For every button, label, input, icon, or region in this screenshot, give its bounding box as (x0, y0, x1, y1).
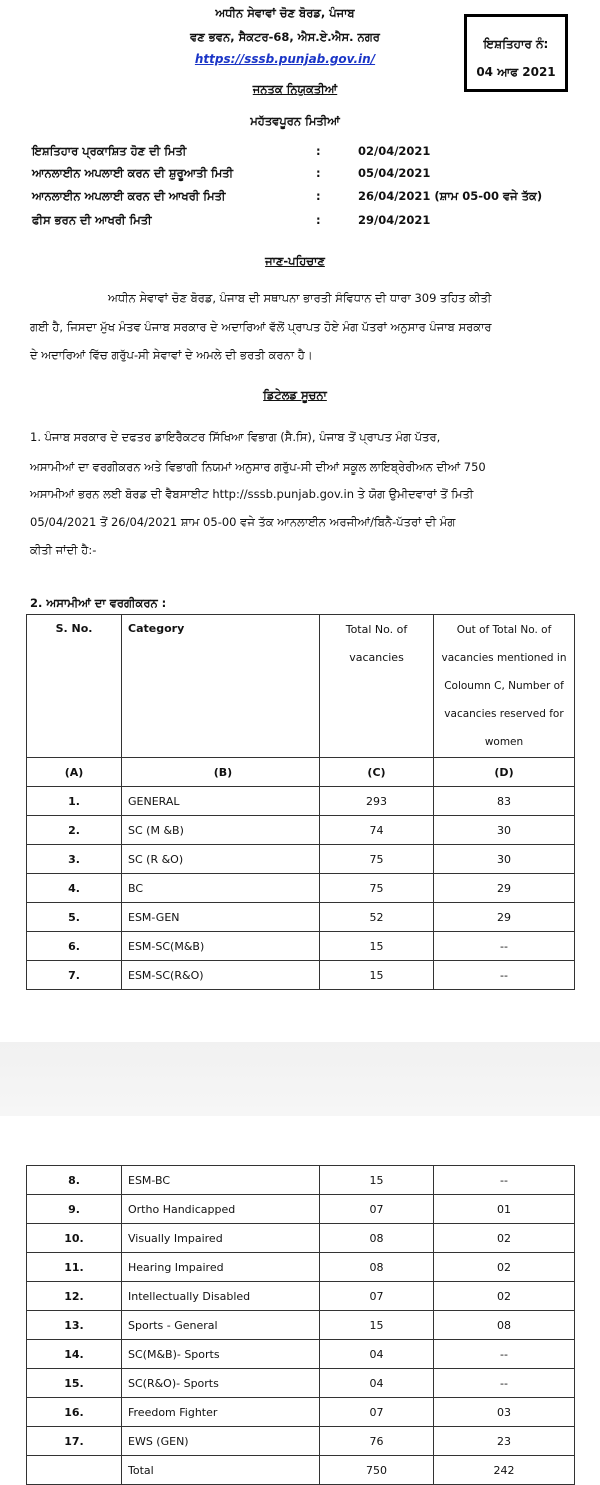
table-row (27, 961, 575, 990)
cell-total: 07 (320, 1398, 434, 1427)
cell-total: 750 (320, 1456, 434, 1485)
cell-category: Hearing Impaired (122, 1253, 320, 1282)
board-name: ਅਧੀਨ ਸੇਵਾਵਾਂ ਚੋਣ ਬੋਰਡ, ਪੰਜਾਬ (215, 6, 355, 20)
cell-sno: 7. (27, 961, 122, 990)
cell-total: 15 (320, 932, 434, 961)
cell-category: GENERAL (122, 787, 320, 816)
cell-women: -- (434, 1340, 575, 1369)
cell-category: ESM-SC(M&B) (122, 932, 320, 961)
advertisement-number-box (464, 14, 568, 92)
table-row (27, 1166, 575, 1195)
cell-category: SC (R &O) (122, 845, 320, 874)
cell-total: 15 (320, 1166, 434, 1195)
column-letter-row (27, 758, 575, 787)
cell-category: SC(R&O)- Sports (122, 1369, 320, 1398)
column-letter: (C) (320, 758, 434, 787)
detail-line: ਅਸਾਮੀਆਂ ਦਾ ਵਰਗੀਕਰਨ ਅਤੇ ਵਿਭਾਗੀ ਨਿਯਮਾਂ ਅਨੁਸਾਰ ਗਰੁੱਪ-ਸੀ ਦੀਆਂ ਸਕੂਲ ਲਾਇਬ੍ਰੇਰੀਅਨ ਦੀਆਂ 750 (30, 460, 486, 474)
cell-total: 76 (320, 1427, 434, 1456)
date-colon: : (316, 144, 321, 158)
cell-women: -- (434, 1369, 575, 1398)
table-row (27, 1340, 575, 1369)
cell-women: 03 (434, 1398, 575, 1427)
date-colon: : (316, 166, 321, 180)
cell-category: BC (122, 874, 320, 903)
page-break (0, 1042, 600, 1116)
detail-heading: ਡਿਟੇਲਡ ਸੂਚਨਾ (263, 388, 327, 402)
date-value: 29/04/2021 (358, 213, 431, 227)
date-colon: : (316, 213, 321, 227)
cell-women: 30 (434, 816, 575, 845)
cell-sno: 10. (27, 1224, 122, 1253)
cell-sno: 2. (27, 816, 122, 845)
header-category: Category (122, 615, 320, 758)
cell-total: 74 (320, 816, 434, 845)
cell-sno: 13. (27, 1311, 122, 1340)
cell-women: 02 (434, 1224, 575, 1253)
cell-women: -- (434, 1166, 575, 1195)
cell-sno: 11. (27, 1253, 122, 1282)
table-row (27, 1224, 575, 1253)
cell-total: 75 (320, 874, 434, 903)
cell-total: 08 (320, 1253, 434, 1282)
table-row (27, 1398, 575, 1427)
cell-women: 23 (434, 1427, 575, 1456)
table-row (27, 874, 575, 903)
cell-category: SC(M&B)- Sports (122, 1340, 320, 1369)
vacancy-table-title: 2. ਅਸਾਮੀਆਂ ਦਾ ਵਰਗੀਕਰਨ : (30, 596, 167, 610)
table-row (27, 932, 575, 961)
column-letter: (D) (434, 758, 575, 787)
cell-total: 75 (320, 845, 434, 874)
cell-sno (27, 1456, 122, 1485)
cell-women: -- (434, 932, 575, 961)
cell-sno: 6. (27, 932, 122, 961)
cell-women: 83 (434, 787, 575, 816)
table-row (27, 787, 575, 816)
cell-women: 02 (434, 1253, 575, 1282)
table-row (27, 1311, 575, 1340)
cell-sno: 15. (27, 1369, 122, 1398)
cell-category: Sports - General (122, 1311, 320, 1340)
cell-category: Freedom Fighter (122, 1398, 320, 1427)
date-value: 02/04/2021 (358, 144, 431, 158)
cell-sno: 8. (27, 1166, 122, 1195)
cell-women: 08 (434, 1311, 575, 1340)
date-label: ਆਨਲਾਈਨ ਅਪਲਾਈ ਕਰਨ ਦੀ ਆਖਰੀ ਮਿਤੀ (32, 189, 226, 203)
detail-line: 1. ਪੰਜਾਬ ਸਰਕਾਰ ਦੇ ਦਫਤਰ ਡਾਇਰੈਕਟਰ ਸਿੱਖਿਆ ਵਿਭਾਗ (ਸੈ.ਸਿ), ਪੰਜਾਬ ਤੋਂ ਪ੍ਰਾਪਤ ਮੰਗ ਪੱਤਰ, (30, 430, 441, 444)
cell-women: 242 (434, 1456, 575, 1485)
column-letter: (A) (27, 758, 122, 787)
important-dates-heading: ਮਹੱਤਵਪੂਰਨ ਮਿਤੀਆਂ (250, 114, 340, 128)
cell-women: -- (434, 961, 575, 990)
table-row (27, 816, 575, 845)
intro-line: ਦੇ ਅਦਾਰਿਆਂ ਵਿੱਚ ਗਰੁੱਪ-ਸੀ ਸੇਵਾਵਾਂ ਦੇ ਅਮਲੇ ਦੀ ਭਰਤੀ ਕਰਨਾ ਹੈ। (30, 348, 313, 362)
cell-sno: 12. (27, 1282, 122, 1311)
cell-total: 04 (320, 1340, 434, 1369)
cell-sno: 16. (27, 1398, 122, 1427)
cell-sno: 14. (27, 1340, 122, 1369)
public-notice-heading: ਜਨਤਕ ਨਿਯੁਕਤੀਆਂ (252, 82, 338, 96)
cell-total: 04 (320, 1369, 434, 1398)
cell-women: 01 (434, 1195, 575, 1224)
cell-category: Total (122, 1456, 320, 1485)
advertisement-label: ਇਸ਼ਤਿਹਾਰ ਨੰ: (483, 37, 549, 51)
cell-women: 29 (434, 903, 575, 932)
cell-sno: 3. (27, 845, 122, 874)
document-page-2 (0, 1116, 600, 1485)
board-address: ਵਣ ਭਵਨ, ਸੈਕਟਰ-68, ਐਸ.ਏ.ਐਸ. ਨਗਰ (190, 30, 380, 44)
cell-sno: 9. (27, 1195, 122, 1224)
website-link[interactable]: https://sssb.punjab.gov.in/ (194, 52, 376, 66)
header-sno: S. No. (27, 615, 122, 758)
cell-total: 52 (320, 903, 434, 932)
cell-total: 08 (320, 1224, 434, 1253)
cell-category: SC (M &B) (122, 816, 320, 845)
cell-women: 02 (434, 1282, 575, 1311)
date-colon: : (316, 189, 321, 203)
table-row (27, 1427, 575, 1456)
cell-sno: 17. (27, 1427, 122, 1456)
intro-heading: ਜਾਣ-ਪਹਿਚਾਣ (265, 254, 325, 268)
table-row (27, 1195, 575, 1224)
cell-category: Visually Impaired (122, 1224, 320, 1253)
table-row (27, 1282, 575, 1311)
cell-category: ESM-GEN (122, 903, 320, 932)
header-women: Out of Total No. of vacancies mentioned in Coloumn C, Number of vacancies reserved for women (434, 615, 575, 758)
cell-total: 07 (320, 1282, 434, 1311)
cell-sno: 4. (27, 874, 122, 903)
date-value: 26/04/2021 (ਸ਼ਾਮ 05-00 ਵਜੇ ਤੱਕ) (358, 189, 543, 203)
date-value: 05/04/2021 (358, 166, 431, 180)
vacancy-table-continued (26, 1165, 575, 1485)
cell-category: ESM-SC(R&O) (122, 961, 320, 990)
table-row (27, 1253, 575, 1282)
cell-category: ESM-BC (122, 1166, 320, 1195)
cell-category: EWS (GEN) (122, 1427, 320, 1456)
date-label: ਆਨਲਾਈਨ ਅਪਲਾਈ ਕਰਨ ਦੀ ਸ਼ੁਰੂਆਤੀ ਮਿਤੀ (32, 166, 234, 180)
vacancy-table (26, 614, 575, 990)
table-row (27, 845, 575, 874)
table-header-row (27, 615, 575, 758)
detail-line: ਕੀਤੀ ਜਾਂਦੀ ਹੈ:- (30, 543, 97, 557)
date-label: ਇਸ਼ਤਿਹਾਰ ਪ੍ਰਕਾਸ਼ਿਤ ਹੋਣ ਦੀ ਮਿਤੀ (32, 144, 187, 158)
detail-line: 05/04/2021 ਤੋਂ 26/04/2021 ਸ਼ਾਮ 05-00 ਵਜੇ ਤੱਕ ਆਨਲਾਈਨ ਅਰਜੀਆਂ/ਬਿਨੈ-ਪੱਤਰਾਂ ਦੀ ਮੰਗ (30, 515, 456, 529)
cell-total: 15 (320, 961, 434, 990)
header-total: Total No. of vacancies (320, 615, 434, 758)
table-row (27, 903, 575, 932)
intro-line: ਅਧੀਨ ਸੇਵਾਵਾਂ ਚੋਣ ਬੋਰਡ, ਪੰਜਾਬ ਦੀ ਸਥਾਪਨਾ ਭਾਰਤੀ ਸੰਵਿਧਾਨ ਦੀ ਧਾਰਾ 309 ਤਹਿਤ ਕੀਤੀ (108, 291, 492, 305)
intro-line: ਗਈ ਹੈ, ਜਿਸਦਾ ਮੁੱਖ ਮੰਤਵ ਪੰਜਾਬ ਸਰਕਾਰ ਦੇ ਅਦਾਰਿਆਂ ਵੱਲੋਂ ਪ੍ਰਾਪਤ ਹੋਏ ਮੰਗ ਪੱਤਰਾਂ ਅਨੁਸਾਰ ਪੰਜਾਬ ਸਰਕਾਰ (30, 320, 492, 334)
cell-women: 29 (434, 874, 575, 903)
detail-line: ਅਸਾਮੀਆਂ ਭਰਨ ਲਈ ਬੋਰਡ ਦੀ ਵੈਬਸਾਈਟ http://sssb.punjab.gov.in ਤੇ ਯੋਗ ਉਮੀਦਵਾਰਾਂ ਤੋਂ ਮਿਤੀ (30, 487, 474, 501)
cell-total: 15 (320, 1311, 434, 1340)
table-row (27, 1456, 575, 1485)
cell-category: Intellectually Disabled (122, 1282, 320, 1311)
cell-category: Ortho Handicapped (122, 1195, 320, 1224)
cell-sno: 5. (27, 903, 122, 932)
cell-women: 30 (434, 845, 575, 874)
table-row (27, 1369, 575, 1398)
cell-sno: 1. (27, 787, 122, 816)
advertisement-number: 04 ਆਫ 2021 (476, 65, 556, 79)
column-letter: (B) (122, 758, 320, 787)
date-label: ਫੀਸ ਭਰਨ ਦੀ ਆਖਰੀ ਮਿਤੀ (32, 213, 152, 227)
cell-total: 07 (320, 1195, 434, 1224)
cell-total: 293 (320, 787, 434, 816)
